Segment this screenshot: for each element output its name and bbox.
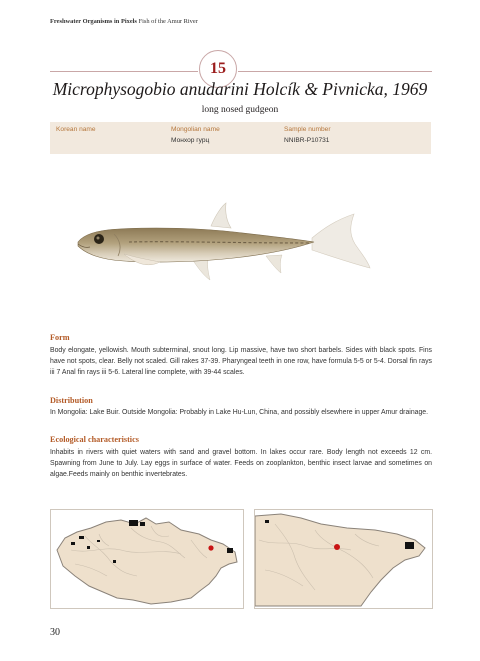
sample-number-column — [284, 126, 331, 144]
common-name: long nosed gudgeon — [201, 105, 279, 115]
mongolian-name-label: Mongolian name — [171, 126, 220, 133]
distribution-heading: Distribution — [50, 396, 93, 405]
series-subtitle: Fish of the Amur River — [138, 18, 198, 25]
form-text: Body elongate, yellowish. Mouth subterminal, snout long. Lip massive, have two short barbels. Sides with black spots. Fins have not spots, clear. Belly not scaled. Gill rakes 37-39. Pharyngeal teeth in one row, have formula 5-5 or 5-4. Dorsal fin rays iii 7 Anal fin rays iii 5-6. Lateral line complete, with 39-44 scales. — [50, 347, 432, 376]
running-head — [50, 18, 198, 25]
mongolian-name-value: Монхор гурц — [171, 137, 210, 144]
scientific-name: Microphysogobio anudarini Holcík & Pivnicka, 1969 — [52, 79, 428, 99]
title-rule-right — [238, 71, 432, 72]
title-rule-left — [50, 71, 198, 72]
korean-name-column — [56, 126, 96, 137]
eastern-mongolia-detail-map — [254, 509, 433, 609]
page-number: 30 — [50, 627, 60, 638]
mongolia-map-graphic — [51, 510, 243, 608]
mongolian-name-column — [171, 126, 220, 144]
distribution-text: In Mongolia: Lake Buir. Outside Mongolia: Probably in Lake Hu-Lun, China, and possibly elsewhere in upper Amur drainage. — [50, 409, 429, 416]
eastern-mongolia-map-graphic — [255, 510, 432, 608]
sample-number-value: NNIBR-P10731 — [284, 137, 330, 144]
form-heading: Form — [50, 333, 70, 342]
series-title: Freshwater Organisms in Pixels — [50, 18, 137, 25]
ecology-text: Inhabits in rivers with quiet waters with sand and gravel bottom. In lakes occur rare. Body length not exceeds 12 cm. Spawning from June to July. Lay eggs in surface of water. Feeds on zooplankton, benthic insect larvae and sometimes on algae.Feeds mainly on benthic invertebrates. — [50, 449, 432, 478]
fish-photo — [74, 198, 374, 290]
mongolia-distribution-map — [50, 509, 244, 609]
entry-number: 15 — [210, 60, 226, 77]
name-info-box — [50, 122, 431, 154]
ecology-heading: Ecological characteristics — [50, 435, 139, 444]
sample-number-label: Sample number — [284, 126, 331, 133]
korean-name-label: Korean name — [56, 126, 96, 133]
